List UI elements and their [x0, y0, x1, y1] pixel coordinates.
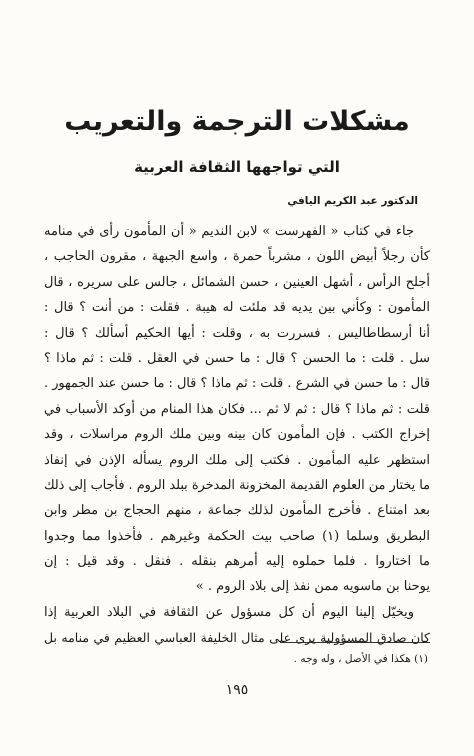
body-line: ويخيّل إلينا اليوم أن كل مسؤول عن الثقافة في البلاد العربية إذا — [44, 604, 414, 620]
body-text — [44, 219, 430, 651]
body-line: ما يختار من العلوم القديمة المخزونة المدخرة ببلد الروم . فأجاب إلى ذلك — [44, 477, 430, 493]
body-line: ما اختاروا . فلما حملوه إليه أمرهم بنقله . فنقل . وقد قيل : إن — [44, 554, 430, 570]
page-title: مشكلات الترجمة والتعريب — [64, 106, 410, 137]
body-line: المأمون : وكأني بين يديه قد ملئت له هيبة . فقلت : من أنت ؟ قال : — [44, 300, 430, 316]
body-line: قال : ما حسن في الشرع . قلت : ثم ماذا ؟ قال : ما حسن عند الجمهور . — [44, 376, 430, 392]
body-line: البطريق وسلما (١) صاحب بيت الحكمة وغيرهم . فأخذوا مما وجدوا — [44, 528, 430, 544]
body-line: استظهر عليه المأمون . فكتب إلى ملك الروم يسأله الإذن في إنفاذ — [44, 452, 430, 468]
body-line: جاء في كتاب « الفهرست » لابن النديم « أن المأمون رأى في منامه — [44, 224, 414, 239]
body-line: أنا أرسطاطاليس . فسررت به ، وقلت : أيها الحكيم أسألك ؟ قال : — [44, 325, 430, 341]
footnote: (١) هكذا في الأصل ، وله وجه . — [293, 653, 428, 665]
body-line: بعد امتناع . فأخرج المأمون لذلك جماعة ، منهم الحجاج بن مطر وابن — [44, 503, 430, 519]
body-line: أجلح الرأس ، أشهل العينين ، حسن الشمائل ، جالس على سريره ، قال — [44, 274, 430, 290]
body-line: كأن رجلاً أبيض اللون ، مشرباً حمرة ، واسع الجبهة ، مقرون الحاجب ، — [44, 249, 430, 265]
page-number: ١٩٥ — [225, 682, 249, 698]
body-line: كان صادق المسؤولية يرى على مثال الخليفة العباسي العظيم في منامه بل — [44, 630, 430, 646]
body-line: يوحنا بن ماسويه ممن نفذ إلى بلاد الروم . » — [195, 579, 430, 595]
page-subtitle: التي تواجهها الثقافة العربية — [134, 158, 340, 176]
body-line: قلت : ثم ماذا ؟ قال : ثم لا ثم ... فكان هذا المنام من أوكد الأسباب في — [44, 401, 430, 417]
footnote-divider — [280, 642, 430, 643]
body-line: إخراج الكتب . فإن المأمون كان بينه وبين ملك الروم مراسلات ، وقد — [44, 427, 430, 443]
body-line: سل . قلت : ما الحسن ؟ قال : ما حسن في العقل . قلت : ثم ماذا ؟ — [44, 350, 430, 366]
author-name: الدكتور عبد الكريم اليافي — [287, 195, 418, 207]
